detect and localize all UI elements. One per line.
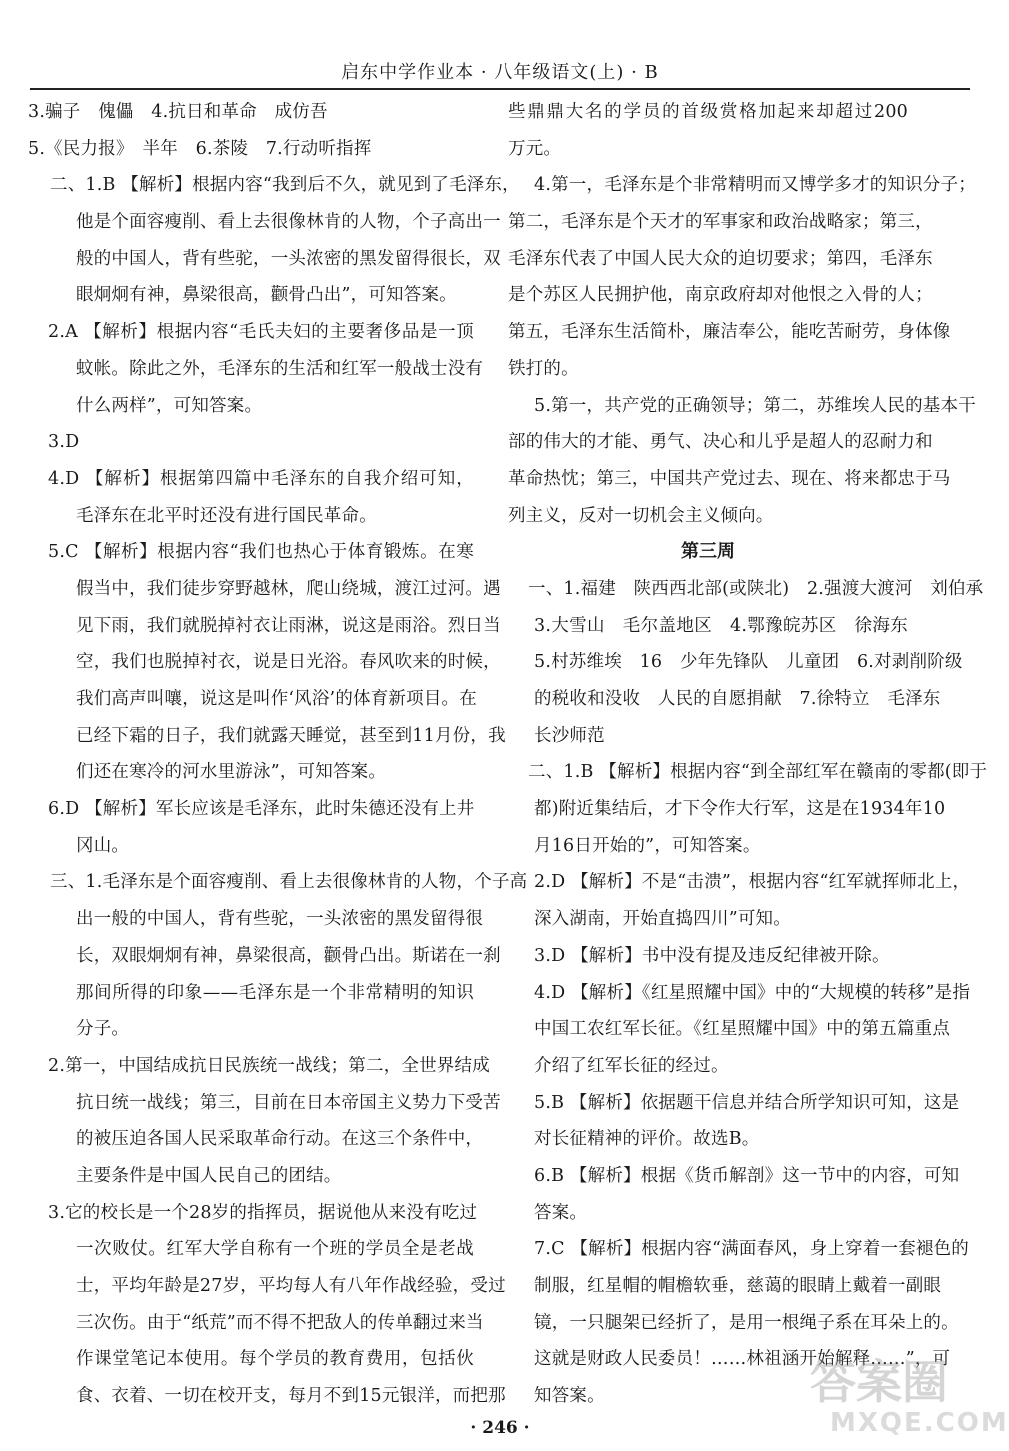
answer-line-text: 5.村苏维埃 16 少年先锋队 儿童团 6.对剥削阶级 (534, 652, 963, 673)
answer-line (28, 314, 474, 351)
answer-line (28, 461, 474, 498)
answer-line (28, 204, 501, 241)
answer-line-text: 一、1.福建 陕西西北部(或陕北) 2.强渡大渡河 刘伯承 (528, 578, 984, 599)
answer-line (508, 1195, 908, 1232)
answer-line (508, 608, 908, 645)
answer-line (28, 938, 501, 975)
answer-line-text: 见下雨，我们就脱掉衬衣让雨淋，说这是雨浴。烈日当 (76, 615, 501, 636)
answer-line (508, 1085, 960, 1122)
watermark-logo (770, 1346, 1009, 1446)
answer-line-text: 介绍了红军长征的经过。 (534, 1055, 729, 1076)
answer-line (28, 791, 474, 828)
answer-line (508, 718, 908, 755)
answer-line (28, 608, 501, 645)
answer-line-text: 3.D 【解析】书中没有提及违反纪律被开除。 (534, 945, 890, 966)
answer-line (28, 1305, 484, 1342)
answer-line (28, 498, 474, 535)
answer-line (28, 351, 484, 388)
answer-line (28, 571, 501, 608)
answer-line-text: 二、1.B 【解析】根据内容“到全部红军在赣南的零都(即于 (528, 762, 988, 783)
answer-line-text: 的税收和没收 人民的自愿捐献 7.徐特立 毛泽东 (534, 689, 941, 709)
answer-line (508, 461, 951, 498)
answer-line-text: 月16日开始的”，可知答案。 (534, 835, 761, 856)
answer-line (28, 388, 474, 425)
answer-line-text: 中国工农红军长征。《红星照耀中国》中的第五篇重点 (534, 1019, 951, 1040)
page-number: · 246 · (470, 1418, 530, 1438)
answer-line (28, 1231, 474, 1268)
answer-line-text: 2.A 【解析】根据内容“毛氏夫妇的主要奢侈品是一顶 (48, 322, 474, 343)
answer-line (28, 1085, 501, 1122)
answer-line (28, 1378, 506, 1415)
answer-line-text: 第五，毛泽东生活简朴，廉洁奉公，能吃苦耐劳，身体像 (508, 322, 951, 343)
answer-line-text: 这就是财政人民委员！……林祖涵开始解释……”，可 (534, 1349, 951, 1370)
answer-line (508, 314, 951, 351)
answer-line (28, 1158, 474, 1195)
answer-line-text: 分子。 (76, 1019, 130, 1040)
answer-line-text: 三次伤。由于“纸荒”而不得不把敌人的传单翻过来当 (76, 1312, 484, 1333)
left-column (28, 94, 528, 1415)
answer-line (508, 791, 946, 828)
answer-line (508, 498, 908, 535)
answer-line (508, 754, 988, 791)
answer-line-text: 5.B 【解析】依据题干信息并结合所学知识可知，这是 (534, 1092, 960, 1113)
answer-line-text: 是个苏区人民拥护他，南京政府却对他恨之入骨的人； (508, 285, 933, 306)
watermark-url: MXQE.COM (830, 1408, 1009, 1438)
answer-line-text: 第二，毛泽东是个天才的军事家和政治战略家；第三， (508, 212, 933, 233)
answer-line (28, 424, 474, 461)
answer-line-text: 对长征精神的评价。故选B。 (534, 1129, 760, 1150)
answer-line-text: 3.它的校长是一个28岁的指挥员，据说他从来没有吃过 (48, 1202, 478, 1223)
answer-line-text: 长沙师范 (534, 725, 605, 746)
answer-line-text: 眼炯炯有神，鼻梁很高，颧骨凸出”，可知答案。 (76, 285, 457, 306)
answer-line-text: 空，我们也脱掉衬衣，说是日光浴。春风吹来的时候， (76, 652, 501, 673)
answer-line (508, 1011, 951, 1048)
answer-line-text: 们还在寒冷的河水里游泳”，可知答案。 (76, 762, 387, 783)
answer-line (28, 167, 520, 204)
answer-line-text: 5.C 【解析】根据内容“我们也热心于体育锻炼。在寒 (48, 542, 474, 563)
answer-line-text: 3.骗子 傀儡 4.抗日和革命 成仿吾 (28, 102, 328, 122)
answer-line-text: 铁打的。 (508, 358, 579, 379)
answer-line (508, 424, 933, 461)
watermark-text: 答案圈 (810, 1355, 948, 1409)
answer-line (508, 644, 963, 681)
answer-line-text: 士，平均年龄是27岁，平均每人有八年作战经验，受过 (76, 1276, 506, 1296)
answer-line (508, 241, 933, 278)
answer-line (508, 1121, 908, 1158)
answer-line (28, 718, 506, 755)
answer-line-text: 革命热忱；第三，中国共产党过去、现在、将来都忠于马 (508, 468, 951, 489)
answer-line (508, 681, 941, 718)
right-column (508, 94, 988, 1415)
answer-line-text: 6.D 【解析】军长应该是毛泽东，此时朱德还没有上井 (48, 799, 475, 820)
answer-line-text: 4.D 【解析】《红星照耀中国》中的“大规模的转移”是指 (534, 982, 971, 1003)
answer-line (508, 1231, 969, 1268)
answer-line (28, 1195, 478, 1232)
answer-line-text: 部的伟大的才能、勇气、决心和儿乎是超人的忍耐力和 (508, 432, 933, 453)
answer-line (508, 864, 971, 901)
answer-line (508, 975, 971, 1012)
answer-line-text: 制服，红星帽的帽檐软垂，慈蔼的眼睛上戴着一副眼 (534, 1276, 942, 1296)
answer-line (28, 1341, 474, 1378)
answer-line-text: 深入湖南，开始直捣四川”可知。 (534, 909, 791, 930)
answer-line-text: 些鼎鼎大名的学员的首级赏格加起来却超过200 (508, 102, 908, 122)
answer-line-text: 三、1.毛泽东是个面容瘦削、看上去很像林肯的人物，个子高 (50, 872, 528, 893)
answer-line (508, 167, 976, 204)
header-rule (30, 88, 970, 90)
answer-line (508, 277, 933, 314)
answer-line (28, 94, 474, 131)
answer-line-text: 5.第一，共产党的正确领导；第二，苏维埃人民的基本干 (534, 395, 976, 416)
answer-line-text: 主要条件是中国人民自己的团结。 (76, 1165, 342, 1186)
answer-line-text: 3.D (48, 432, 80, 453)
answer-line-text: 蚊帐。除此之外，毛泽东的生活和红军一般战士没有 (76, 358, 484, 379)
answer-line-text: 假当中，我们徒步穿野越林，爬山绕城，渡江过河。遇 (76, 578, 501, 599)
answer-line-text: 4.第一，毛泽东是个非常精明而又博学多才的知识分子； (534, 175, 976, 196)
answer-line (508, 571, 984, 608)
answer-line-text: 5.《民力报》 半年 6.茶陵 7.行动听指挥 (28, 138, 372, 159)
answer-line-text: 作课堂笔记本使用。每个学员的教育费用，包括伙 (76, 1349, 474, 1370)
answer-line (28, 1048, 490, 1085)
answer-line-text: 列主义，反对一切机会主义倾向。 (508, 505, 774, 526)
answer-line-text: 答案。 (534, 1202, 588, 1223)
answer-line (508, 828, 908, 865)
answer-line-text: 2.D 【解析】不是“击溃”，根据内容“红军就挥师北上， (534, 872, 971, 893)
section-heading: 第三周 (681, 541, 735, 563)
answer-line-text: 万元。 (508, 138, 562, 159)
answer-line (28, 1121, 484, 1158)
answer-line (508, 1268, 942, 1305)
answer-line-text: 4.D 【解析】根据第四篇中毛泽东的自我介绍可知， (48, 468, 474, 489)
answer-line-text: 的被压迫各国人民采取革命行动。在这三个条件中， (76, 1129, 484, 1150)
answer-line-text: 抗日统一战线；第三，目前在日本帝国主义势力下受苦 (76, 1092, 501, 1113)
answer-line (508, 388, 976, 425)
answer-line-text: 毛泽东在北平时还没有进行国民革命。 (76, 505, 377, 526)
answer-line (508, 94, 908, 131)
answer-line-text: 般的中国人，背有些驼，一头浓密的黑发留得很长，双 (76, 248, 501, 269)
answer-line (28, 754, 474, 791)
answer-line (508, 351, 908, 388)
answer-line-text: 食、衣着、一切在校开支，每月不到15元银洋，而把那 (76, 1386, 506, 1407)
answer-line (28, 901, 484, 938)
answer-line (28, 1011, 474, 1048)
answer-line-text: 2.第一，中国结成抗日民族统一战线；第二，全世界结成 (48, 1055, 490, 1076)
answer-line (508, 204, 933, 241)
answer-line-text: 毛泽东代表了中国人民大众的迫切要求；第四，毛泽东 (508, 248, 933, 269)
answer-line (508, 1158, 960, 1195)
answer-line (508, 938, 908, 975)
answer-line (28, 534, 474, 571)
answer-line (28, 277, 474, 314)
page-header: 启东中学作业本 · 八年级语文(上) · B (341, 62, 659, 83)
answer-line-text: 那间所得的印象——毛泽东是一个非常精明的知识 (76, 982, 474, 1003)
answer-line-text: 冈山。 (76, 835, 130, 856)
answer-line-text: 什么两样”，可知答案。 (76, 395, 263, 416)
answer-line (508, 1048, 908, 1085)
answer-line (28, 864, 528, 901)
answer-line-text: 7.C 【解析】根据内容“满面春风，身上穿着一套褪色的 (534, 1239, 969, 1260)
answer-line-text: 知答案。 (534, 1386, 605, 1407)
answer-line (28, 681, 477, 718)
answer-line-text: 一次败仗。红军大学自称有一个班的学员全是老战 (76, 1239, 474, 1260)
answer-line-text: 二、1.B 【解析】根据内容“我到后不久，就见到了毛泽东， (50, 175, 520, 196)
answer-line (28, 241, 501, 278)
answer-line-text: 他是个面容瘦削、看上去很像林肯的人物，个子高出一 (76, 212, 501, 233)
answer-line-text: 6.B 【解析】根据《货币解剖》这一节中的内容，可知 (534, 1165, 960, 1186)
answer-line (28, 828, 474, 865)
answer-line-text: 我们高声叫嚷，说这是叫作‘风浴’的体育新项目。在 (76, 689, 477, 709)
answer-line-text: 3.大雪山 毛尔盖地区 4.鄂豫皖苏区 徐海东 (534, 615, 908, 636)
answer-line-text: 长，双眼炯炯有神，鼻梁很高，颧骨凸出。斯诺在一刹 (76, 945, 501, 966)
answer-line (508, 131, 908, 168)
answer-line (28, 644, 501, 681)
answer-line-text: 已经下霜的日子，我们就露天睡觉，甚至到11月份，我 (76, 725, 506, 746)
answer-line (28, 975, 474, 1012)
answer-line (28, 1268, 506, 1305)
answer-line (508, 1305, 959, 1342)
answer-line-text: 出一般的中国人，背有些驼，一头浓密的黑发留得很 (76, 909, 484, 930)
answer-line-text: 镜，一只腿架已经折了，是用一根绳子系在耳朵上的。 (534, 1312, 959, 1333)
answer-line (508, 901, 908, 938)
answer-line (28, 131, 474, 168)
answer-line-text: 都)附近集结后，才下令作大行军，这是在1934年10 (534, 799, 946, 820)
